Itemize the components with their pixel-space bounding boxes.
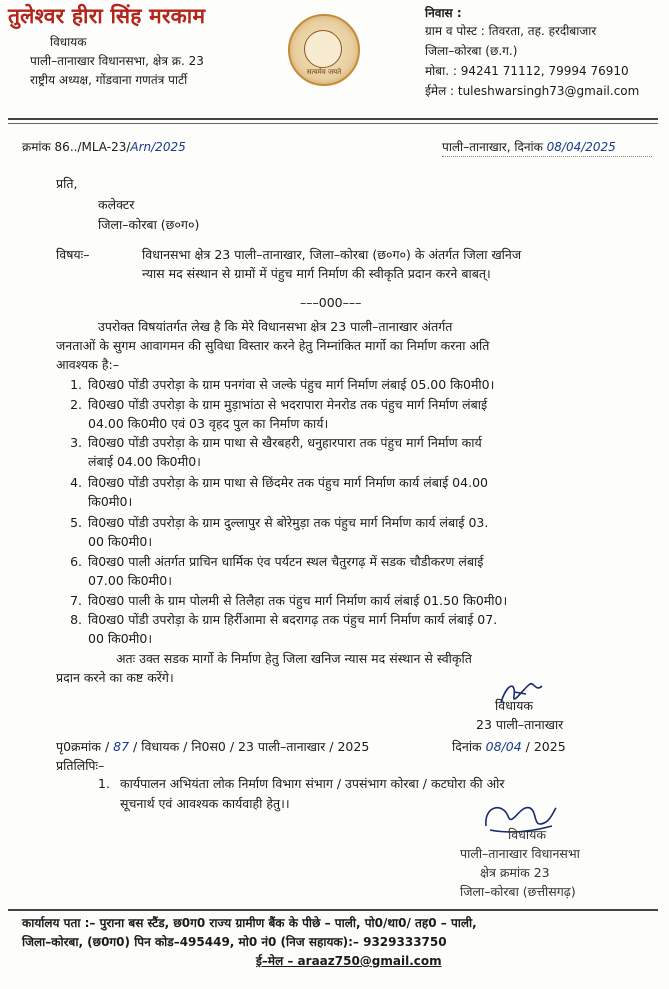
subject-label: विषयः– [56, 247, 90, 262]
date-dotted-line [442, 156, 652, 157]
subject-line-1: विधानसभा क्षेत्र 23 पाली–तानाखार, जिला–कोरबा (छ०ग०) के अंतर्गत जिला खनिज [142, 247, 522, 262]
subject-line-2: न्यास मद संस्थान से ग्रामों में पंहुच मार्ग निर्माण की स्वीकृति प्रदान करने बाबत्। [142, 266, 491, 281]
copy-line-2: सूचनार्थ एवं आवश्यक कार्यवाही हेतु।। [120, 796, 290, 811]
party-line: राष्ट्रीय अध्यक्ष, गोंडवाना गणतंत्र पार्टी [30, 73, 188, 87]
intro-line-2: जनताओं के सुगम आवागमन की सुविधा विस्तार करने हेतु निम्नांकित मार्गो का निर्माण करना अति [56, 338, 490, 353]
addressee-prefix: प्रति, [56, 176, 78, 191]
endorsement-rest: / विधायक / नि0स0 / 23 पाली–तानाखार / 2025 [133, 739, 370, 754]
stamp-title: विधायक [508, 827, 546, 842]
residence-email: ईमेल : tuleshwarsingh73@gmail.com [425, 84, 640, 98]
constituency-line: पाली–तानाखार विधानसभा, क्षेत्र क्र. 23 [30, 54, 204, 68]
stamp-area-number: क्षेत्र क्रमांक 23 [480, 865, 550, 880]
emblem-seal-icon [288, 14, 360, 86]
endorsement-date-handwritten: 08/04 [485, 739, 522, 754]
mla-name: तुलेश्वर हीरा सिंह मरकाम [8, 4, 206, 28]
header-rule-thin [8, 123, 658, 124]
copy-line-1: कार्यपालन अभियंता लोक निर्माण विभाग संभाग / उपसंभाग कोरबा / कटघोरा की ओर [120, 776, 505, 791]
addressee-district: जिला–कोरबा (छ०ग०) [98, 217, 200, 232]
signatory-constituency: 23 पाली–तानाखार [476, 717, 564, 732]
closing-line-1: अतः उक्त सडक मार्गो के निर्माण हेतु जिला खनिज न्यास मद संस्थान से स्वीकृति [116, 651, 472, 666]
endorsement-handwritten: 87 [113, 739, 130, 754]
endorsement-date [452, 738, 566, 756]
section-divider: –––000––– [300, 295, 362, 310]
closing-line-2: प्रदान करने का कष्ट करेंगे। [56, 670, 174, 685]
reference-value: 86../MLA-23/ [54, 140, 131, 154]
endorsement-date-label: दिनांक [452, 739, 482, 754]
stamp-constituency: पाली–तानाखार विधानसभा [460, 846, 580, 861]
copy-number: 1. [98, 776, 110, 791]
footer-address-line-2: जिला–कोरबा, (छ0ग0) पिन कोड–495449, मो0 नं0 (निज सहायक):– 9329333750 [22, 935, 447, 949]
signatory-title: विधायक [495, 698, 533, 713]
stamp-district: जिला–कोरबा (छत्तीसगढ़) [460, 884, 576, 899]
header-rule [8, 118, 658, 120]
endorsement-number [56, 738, 369, 756]
seal-text: सत्यमेव जयते [306, 68, 342, 76]
residence-village: ग्राम व पोस्ट : तिवरता, तह. हरदीबाजार [425, 24, 597, 38]
residence-district: जिला–कोरबा (छ.ग.) [425, 44, 518, 58]
footer-rule [8, 909, 658, 911]
reference-date [442, 138, 616, 155]
date-handwritten: 08/04/2025 [546, 140, 616, 154]
residence-mobile: मोबा. : 94241 71112, 79994 76910 [425, 64, 629, 78]
intro-line-3: आवश्यक है:– [56, 357, 119, 372]
footer-address-line-1: कार्यालय पता :– पुराना बस स्टैंड, छ0ग0 राज्य ग्रामीण बैंक के पीछे – पाली, पो0/था0/ तह0 – पाली, [22, 916, 477, 930]
endorsement-prefix: पृ0क्रमांक / [56, 739, 110, 754]
intro-line-1: उपरोक्त विषयांतर्गत लेख है कि मेरे विधानसभा क्षेत्र 23 पाली–तानाखार अंतर्गत [98, 319, 453, 334]
copy-label: प्रतिलिपिः– [56, 758, 105, 773]
reference-number [22, 138, 186, 155]
endorsement-date-year: / 2025 [525, 739, 566, 754]
addressee-title: कलेक्टर [98, 197, 135, 212]
footer-email: ई–मेल – araaz750@gmail.com [256, 954, 442, 968]
place-date-label: पाली–तानाखार, दिनांक [442, 140, 543, 154]
designation: विधायक [50, 35, 87, 49]
residence-title: निवास : [425, 6, 462, 20]
reference-handwritten: Arn/2025 [130, 140, 186, 154]
reference-label: क्रमांक [22, 140, 51, 154]
